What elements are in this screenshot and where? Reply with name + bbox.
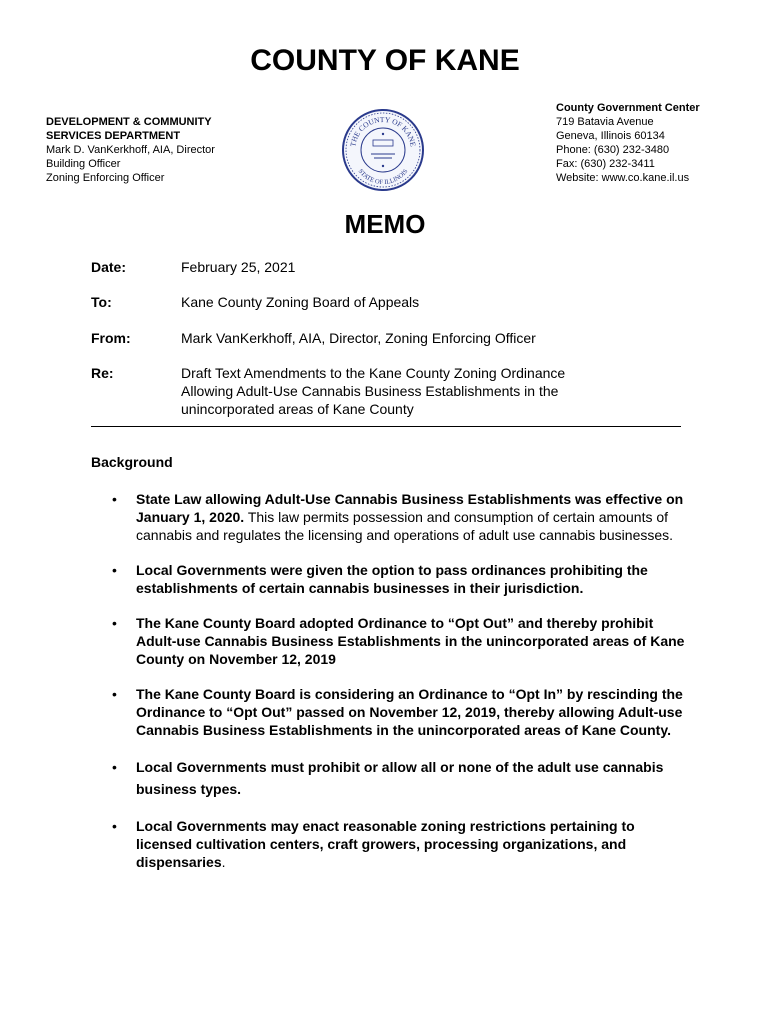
seal-bottom-text: STATE OF ILLINOIS [356,167,410,187]
from-label: From: [91,330,131,346]
bullet-icon: • [112,686,117,702]
header-divider [91,426,681,427]
bullet-normal-text: This law permits possession and consumption of certain amounts of cannabis and regulates the licensing and operations of adult use cannabis businesses. [136,509,674,543]
bullet-item [110,490,690,544]
background-heading: Background [91,454,173,470]
center-phone: Phone: (630) 232-3480 [556,144,670,156]
center-address-line2: Geneva, Illinois 60134 [556,130,665,142]
re-line: unincorporated areas of Kane County [181,401,414,417]
re-value [181,364,631,418]
bullet-item [110,817,690,871]
to-label: To: [91,294,112,310]
bullet-bold-text: The Kane County Board is considering an Ordinance to “Opt In” by rescinding the Ordinance to “Opt Out” passed on November 12, 2019, thereby allowing Adult-use Cannabis Business Establishments in the unincorporated areas of Kane County. [136,686,683,738]
department-name-line2: SERVICES DEPARTMENT [46,130,181,142]
bullet-normal-text: . [221,854,226,870]
bullet-bold-text: The Kane County Board adopted Ordinance to “Opt Out” and thereby prohibit Adult-use Cannabis Business Establishments in the unincorporated areas of Kane County on November 12, 2019 [136,615,685,667]
center-address-line1: 719 Batavia Avenue [556,116,654,128]
from-value: Mark VanKerkhoff, AIA, Director, Zoning Enforcing Officer [181,330,536,346]
memo-heading: MEMO [344,209,426,239]
bullet-bold-text: State Law allowing Adult-Use Cannabis Business Establishments was effective on January 1, 2020. [136,491,684,525]
bullet-icon: • [112,615,117,631]
document-title: COUNTY OF KANE [250,44,520,77]
re-label: Re: [91,365,114,381]
bullet-item [110,685,690,739]
director-name: Mark D. VanKerkhoff, AIA, Director [46,144,215,156]
county-seal-icon [341,108,425,192]
bullet-icon: • [112,759,117,775]
government-center-block [556,101,700,185]
bullet-icon: • [112,562,117,578]
re-line: Allowing Adult-Use Cannabis Business Establishments in the [181,383,559,399]
bullet-bold-text: Local Governments must prohibit or allow all or none of the adult use cannabis business types. [136,759,664,797]
center-fax: Fax: (630) 232-3411 [556,158,655,170]
bullet-bold-text: Local Governments were given the option to pass ordinances prohibiting the establishments of certain cannabis businesses in their jurisdiction. [136,562,648,596]
bullet-item [110,614,690,668]
center-website: Website: www.co.kane.il.us [556,172,690,184]
bullet-icon: • [112,491,117,507]
bullet-bold-text: Local Governments may enact reasonable zoning restrictions pertaining to licensed cultivation centers, craft growers, processing organizations, and dispensaries [136,818,635,870]
director-title-building: Building Officer [46,158,121,170]
bullet-item [110,561,690,597]
date-label: Date: [91,259,127,275]
bullet-item [110,756,690,800]
department-block [46,115,215,185]
background-bullet-list [110,490,690,888]
department-name-line1: DEVELOPMENT & COMMUNITY [46,116,212,128]
to-value: Kane County Zoning Board of Appeals [181,294,420,310]
seal-top-text: THE COUNTY OF KANE [348,114,418,148]
bullet-icon: • [112,818,117,834]
center-name: County Government Center [556,102,700,114]
director-title-zoning: Zoning Enforcing Officer [46,172,165,184]
date-value: February 25, 2021 [181,259,296,275]
re-line: Draft Text Amendments to the Kane County Zoning Ordinance [181,365,566,381]
